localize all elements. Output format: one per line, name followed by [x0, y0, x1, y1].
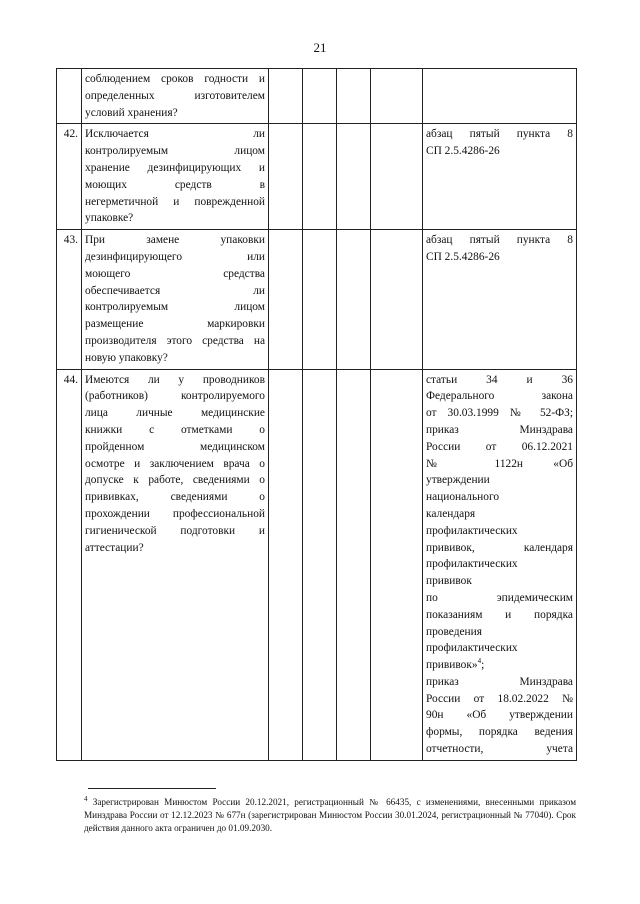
requirement-line: календаря: [426, 507, 476, 520]
question-line: Имеются ли у проводников: [85, 373, 265, 386]
question-line: упаковке?: [85, 212, 134, 225]
page-number: 21: [313, 40, 327, 55]
requirement-line: показаниям и порядка: [426, 608, 573, 621]
row-number: 42.: [57, 124, 82, 230]
requirement-cell: [423, 369, 577, 760]
table-row: [57, 124, 577, 230]
footnote-mark: 4: [84, 794, 88, 803]
question-line: хранение дезинфицирующих и: [85, 161, 265, 174]
requirement-line: профилактических: [426, 642, 518, 655]
note-cell: [371, 369, 423, 760]
question-line: условий хранения?: [85, 106, 178, 119]
requirement-line: № 1122н «Об: [426, 457, 573, 470]
requirement-cell: [423, 69, 577, 124]
requirement-line: абзац пятый пункта 8: [426, 128, 573, 141]
footnote-reference: 4: [477, 657, 482, 666]
question-cell: [82, 230, 269, 369]
note-cell: [371, 230, 423, 369]
row-number: 43.: [57, 230, 82, 369]
answer-no-cell: [303, 369, 337, 760]
requirement-line: формы, порядка ведения: [426, 726, 573, 739]
question-line: лица личные медицинские: [85, 407, 265, 420]
requirement-line: приказ Минздрава: [426, 675, 573, 688]
question-line: прививках, сведениями о: [85, 491, 265, 504]
requirement-line: проведения: [426, 625, 482, 638]
note-cell: [371, 124, 423, 230]
question-line: контролируемым лицом: [85, 301, 265, 314]
question-line: новую упаковку?: [85, 351, 168, 364]
requirement-line: России от 18.02.2022 №: [426, 692, 573, 705]
footnote-text: Зарегистрирован Минюстом России 20.12.2021, регистрационный № 66435, с изменениями, внесенными приказом Минздрава России от 12.12.2023 № 677н (зарегистрирован Минюстом России 30.01.2024, регистрационный № 77040). Срок действия данного акта ограничен до 01.09.2030.: [84, 797, 577, 833]
question-line: негерметичной и поврежденной: [85, 195, 265, 208]
question-line: контролируемым лицом: [85, 145, 265, 158]
question-cell: [82, 369, 269, 760]
question-line: дезинфицирующего или: [85, 250, 265, 263]
footnote: [84, 796, 576, 835]
answer-na-cell: [337, 124, 371, 230]
question-line: аттестации?: [85, 541, 144, 554]
question-line: гигиенической подготовки и: [85, 524, 265, 537]
requirement-line: статьи 34 и 36: [426, 373, 573, 386]
question-line: моющего средства: [85, 267, 265, 280]
question-line: Исключается ли: [85, 128, 265, 141]
question-line: осмотре и заключением врача о: [85, 457, 265, 470]
question-line: допуске к работе, сведениями о: [85, 474, 265, 487]
question-line: прохождении профессиональной: [85, 507, 265, 520]
question-line: производителя этого средства на: [85, 334, 265, 347]
requirement-line: СП 2.5.4286-26: [426, 145, 500, 158]
table-row: [57, 69, 577, 124]
row-number: 44.: [57, 369, 82, 760]
checklist-table: [56, 68, 577, 761]
requirement-line: России от 06.12.2021: [426, 440, 573, 453]
requirement-line: СП 2.5.4286-26: [426, 250, 500, 263]
question-cell: [82, 124, 269, 230]
requirement-line: по эпидемическим: [426, 591, 573, 604]
answer-yes-cell: [269, 230, 303, 369]
question-line: соблюдением сроков годности и: [85, 73, 265, 85]
note-cell: [371, 69, 423, 124]
requirement-cell: [423, 124, 577, 230]
answer-yes-cell: [269, 369, 303, 760]
question-line: При замене упаковки: [85, 234, 265, 247]
question-cell: [82, 69, 269, 124]
answer-na-cell: [337, 369, 371, 760]
requirement-line: приказ Минздрава: [426, 423, 573, 436]
requirement-cell: [423, 230, 577, 369]
question-line: моющих средств в: [85, 178, 265, 191]
table-row: [57, 369, 577, 760]
question-line: определенных изготовителем: [85, 89, 265, 102]
footnote-divider: [88, 788, 216, 789]
answer-no-cell: [303, 230, 337, 369]
question-line: книжки с отметками о: [85, 423, 265, 436]
question-line: (работников) контролируемого: [85, 390, 265, 403]
answer-yes-cell: [269, 69, 303, 124]
requirement-line: абзац пятый пункта 8: [426, 234, 573, 247]
requirement-line-text: прививок»: [426, 659, 478, 672]
answer-no-cell: [303, 124, 337, 230]
requirement-line: утверждении: [426, 474, 490, 487]
requirement-line: отчетности, учета: [426, 743, 573, 756]
answer-na-cell: [337, 69, 371, 124]
requirement-line: Федерального закона: [426, 390, 573, 403]
requirement-line: прививок»$^4$;: [426, 657, 485, 672]
requirement-line: национального: [426, 491, 500, 504]
requirement-line: прививок, календаря: [426, 541, 573, 554]
requirement-line: 90н «Об утверждении: [426, 709, 573, 722]
question-line: обеспечивается ли: [85, 284, 265, 297]
requirement-line: от 30.03.1999 № 52-ФЗ;: [426, 407, 573, 420]
requirement-line: профилактических: [426, 524, 518, 537]
answer-no-cell: [303, 69, 337, 124]
requirement-line: профилактических: [426, 558, 518, 571]
answer-na-cell: [337, 230, 371, 369]
question-line: размещение маркировки: [85, 318, 265, 331]
table-row: [57, 230, 577, 369]
answer-yes-cell: [269, 124, 303, 230]
requirement-line: прививок: [426, 575, 472, 588]
question-line: пройденном медицинском: [85, 440, 265, 453]
row-number: [57, 69, 82, 124]
